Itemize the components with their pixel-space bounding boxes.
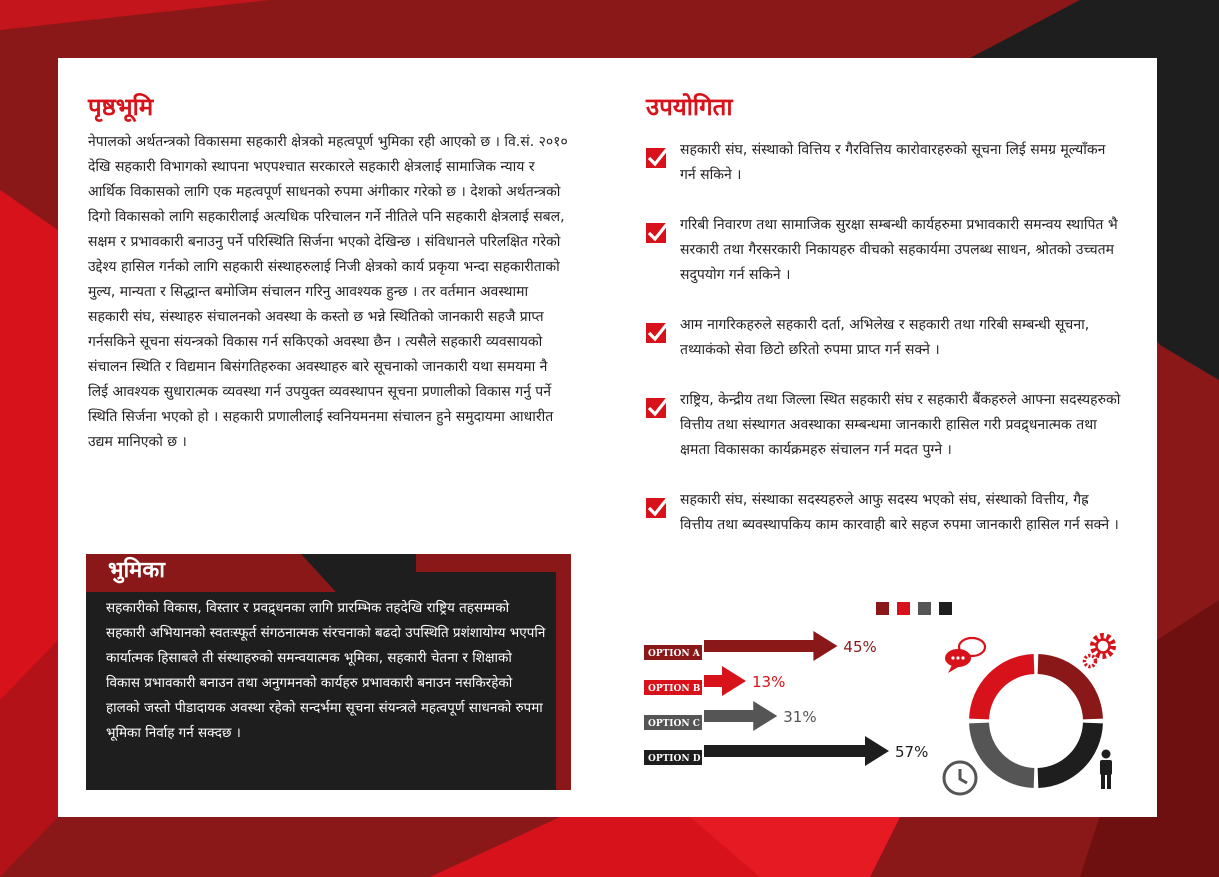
role-text: सहकारीको विकास, विस्तार र प्रवद्र्धनका लागि प्रारम्भिक तहदेखि राष्ट्रिय तहसम्मको सहकारी अभियानको स्वतःस्फूर्त संगठनात्मक संरचनाको बढदो उपस्थिति प्रशंशायोग्य भएपनि कार्यात्मक हिसाबले ती संस्थाहरुको समन्वयात्मक भूमिका, सहकारी चेतना र शिक्षाको विकास प्रभावकारी बनाउन तथा अनुगमनको कार्यहरु प्रभावकारी बनाउन नसकिरहेको हालको जस्तो पीडादायक अवस्था रहेको सन्दर्भमा सूचना संयन्त्रले महत्वपूर्ण साधनको रुपमा भूमिका निर्वाह गर्न सक्दछ । [106,600,546,741]
option-label: OPTION B [648,684,701,694]
list-item-text: आम नागरिकहरुले सहकारी दर्ता, अभिलेख र सहकारी तथा गरिबी सम्बन्धी सूचना, तथ्याकंको सेवा छिटो छरितो रुपमा प्राप्त गर्न सक्ने । [680,317,1090,358]
option-label: OPTION D [648,754,701,764]
speech-bubbles-icon [945,638,985,673]
option-value-label: 13% [752,673,786,691]
swatch-dark-red [876,602,889,615]
swatch-gray [918,602,931,615]
option-value-label: 57% [895,743,929,761]
checkmark-icon [646,496,668,518]
infographic [644,628,1134,810]
checkmark-icon [646,321,668,343]
list-item [646,213,1122,288]
option-bar [704,631,837,661]
checkmark-icon [646,396,668,418]
person-icon [1100,750,1112,790]
list-item [646,138,1122,188]
option-bar [704,701,777,731]
background-heading: पृष्ठभूमि [88,93,154,121]
color-swatches [876,600,960,619]
list-item [646,388,1122,463]
clock-icon [944,762,976,794]
list-item-text: सहकारी संघ, संस्थाको वित्तिय र गैरवित्तिय कारोवारहरुको सूचना लिई समग्र मूल्याँकन गर्न सकिने । [680,142,1106,183]
checkmark-icon [646,221,668,243]
swatch-red [897,602,910,615]
usefulness-heading: उपयोगिता [646,93,733,121]
donut-segment [969,723,1034,788]
option-bar [704,736,889,766]
donut-segment [969,654,1034,719]
donut-segment [1038,654,1103,719]
list-item-text: राष्ट्रिय, केन्द्रीय तथा जिल्ला स्थित सहकारी संघ र सहकारी बैंकहरुले आफ्ना सदस्यहरुको वित्तीय तथा संस्थागत अवस्थाका सम्बन्धमा जानकारी हासिल गरी प्रवद्र्धनात्मक तथा क्षमता विकासका कार्यक्रमहरु संचालन गर्न मदत पुग्ने । [680,392,1121,458]
list-item [646,313,1122,363]
content-panel [58,58,1157,817]
gears-icon [1085,636,1114,667]
list-item-text: सहकारी संघ, संस्थाका सदस्यहरुले आफु सदस्य भएको संघ, संस्थाको वित्तीय, गैह्र वित्तीय तथा ब्यवस्थापकिय काम कारवाही बारे सहज रुपमा जानकारी हासिल गर्न सक्ने । [680,492,1119,533]
option-bars [644,631,928,766]
option-label: OPTION A [648,649,700,659]
donut-chart [969,654,1103,788]
list-item-text: गरिबी निवारण तथा सामाजिक सुरक्षा सम्बन्धी कार्यहरुमा प्रभावकारी समन्वय स्थापित भै सरकारी तथा गैरसरकारी निकायहरु वीचको सहकार्यमा उपलब्ध साधन, श्रोतको उच्चतम सदुपयोग गर्न सकिने । [680,217,1118,283]
option-value-label: 45% [843,638,877,656]
role-box [86,554,571,790]
role-heading: भुमिका [108,558,165,583]
option-bar [704,666,746,696]
background-text: नेपालको अर्थतन्त्रको विकासमा सहकारी क्षेत्रको महत्वपूर्ण भुमिका रही आएको छ । वि.सं. २०१० देखि सहकारी विभागको स्थापना भएपश्चात सरकारले सहकारी क्षेत्रलाई सामाजिक न्याय र आर्थिक विकासको लागि एक महत्वपूर्ण साधनको रुपमा अंगीकार गरेको छ । देशको अर्थतन्त्रको दिगो विकासको लागि सहकारीलाई अत्यधिक परिचालन गर्ने नीतिले पनि सहकारी क्षेत्रलाई सबल, सक्षम र प्रभावकारी बनाउनु पर्ने परिस्थिति सिर्जना भएको देखिन्छ । संविधानले परिलक्षित गरेको उद्देश्य हासिल गर्नको लागि सहकारी संस्थाहरुलाई निजी क्षेत्रको कार्य प्रकृया भन्दा सहकारीताको मुल्य, मान्यता र सिद्धान्त बमोजिम संचालन गरिनु आवश्यक हुन्छ । तर वर्तमान अवस्थामा सहकारी संघ, संस्थाहरु संचालनको अवस्था के कस्तो छ भन्ने स्थितिको जानकारी सहजै प्राप्त गर्नसकिने सूचना संयन्त्रको विकास गर्न सकिएको अवस्था छैन । त्यसैले सहकारी व्यवसायको संचालन स्थिति र विद्यमान बिसंगतिहरुका अवस्थाहरु बारे सूचनाको जानकारी यथा समयमा नै लिई आवश्यक सुधारात्मक व्यवस्था गर्न उपयुक्त व्यवस्थापन सूचना प्रणालीको विकास गर्नु पर्ने स्थिति सिर्जना भएको हो । सहकारी प्रणालीलाई स्वनियमनमा संचालन हुने समुदायमा आधारीत उद्यम मानिएको छ । [88,134,568,450]
option-label: OPTION C [648,719,700,729]
option-value-label: 31% [783,708,817,726]
swatch-black [939,602,952,615]
list-item [646,488,1122,538]
donut-segment [1038,723,1103,788]
usefulness-list [646,138,1122,538]
checkmark-icon [646,146,668,168]
